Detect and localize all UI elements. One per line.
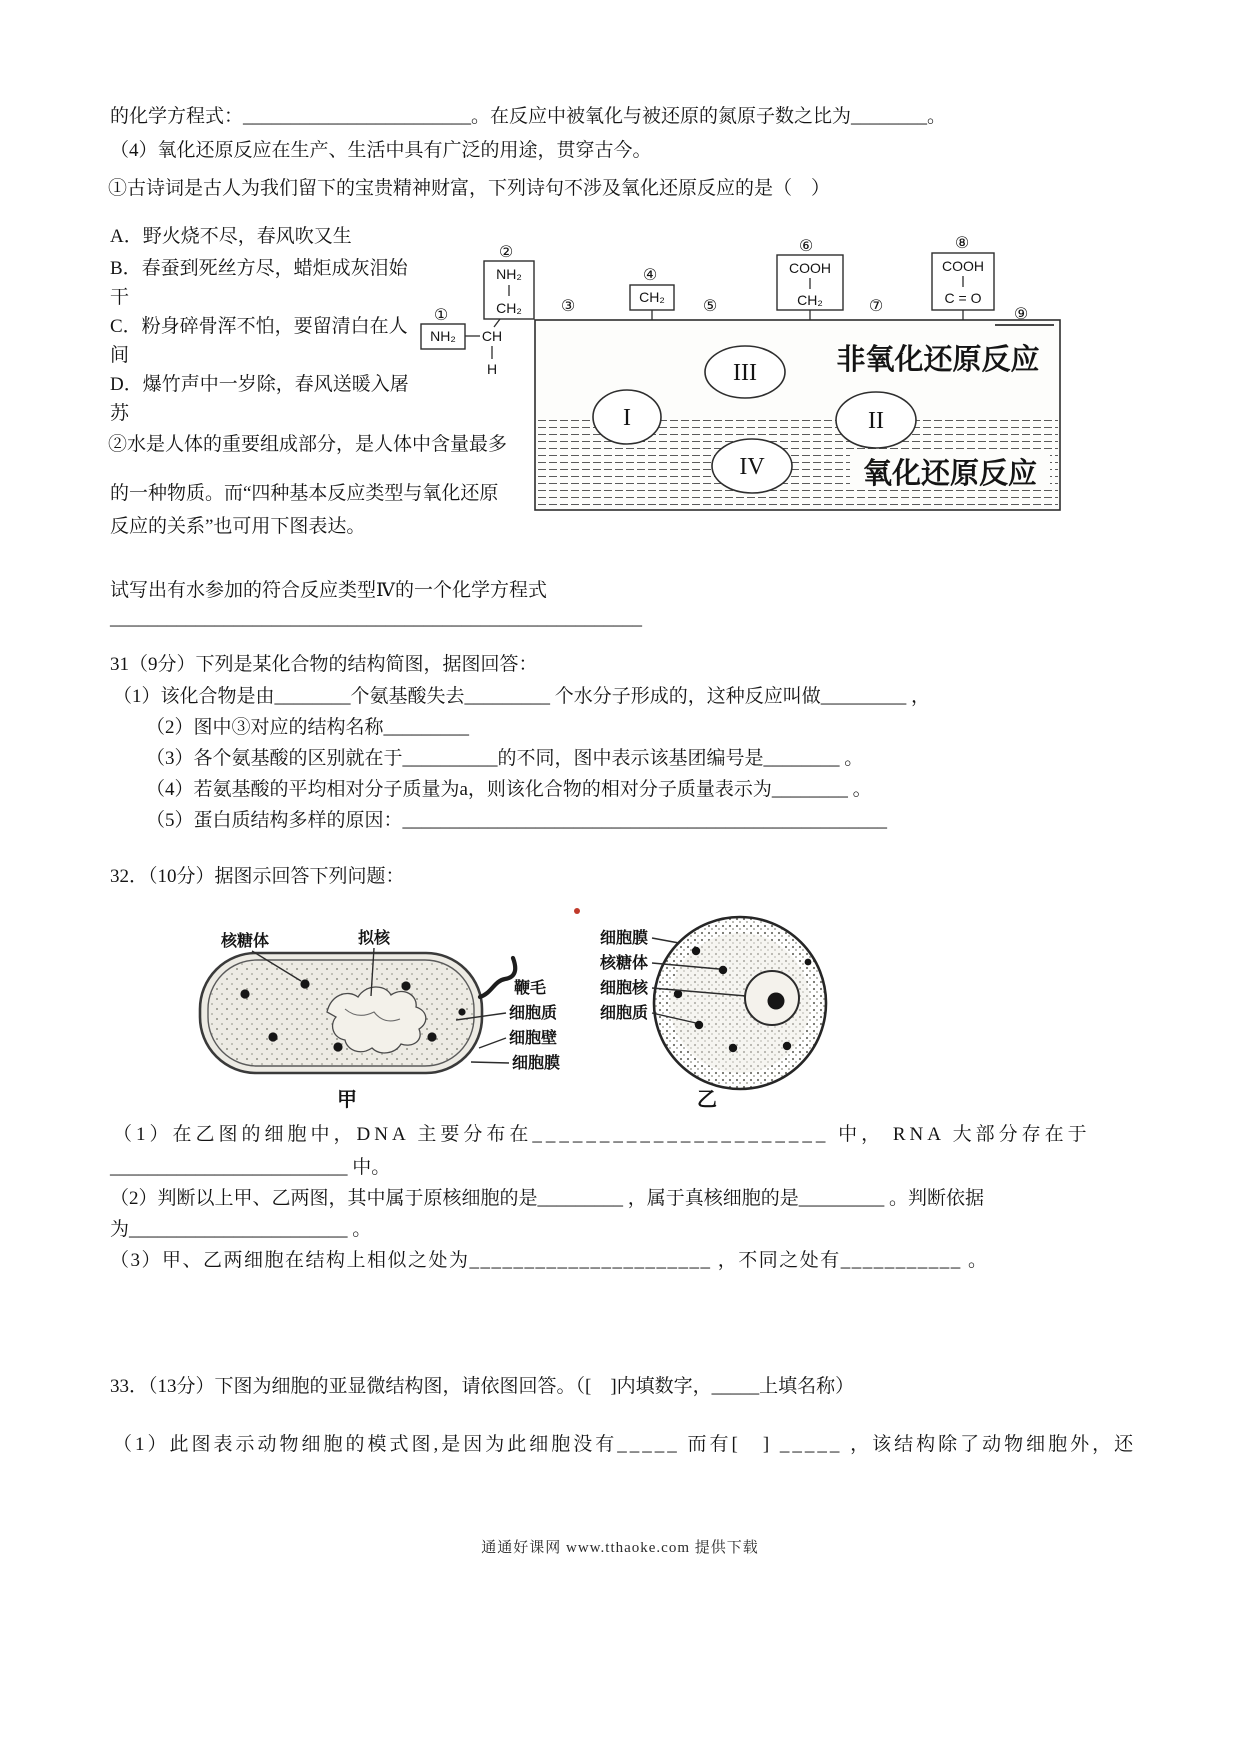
flagellum: [480, 958, 515, 997]
group-ch: CH: [481, 328, 503, 344]
circled-2: ②: [498, 244, 514, 261]
water-paragraph-line1: ②水是人体的重要组成部分，是人体中含量最多: [108, 434, 508, 455]
q32-item-3: （3）甲、乙两细胞在结构上相似之处为______________________ ，不同之处有___________ 。: [110, 1250, 989, 1271]
red-mark: [574, 908, 580, 914]
circled-1: ①: [433, 307, 449, 324]
group-ch2-4: CH₂: [639, 289, 665, 305]
set-II-label: II: [868, 408, 884, 434]
q31-item-1: （1）该化合物是由________个氨基酸失去_________ 个水分子形成的，这种反应叫做_________ ，: [113, 686, 931, 707]
q31-item-3: （3）各个氨基酸的区别就在于__________的不同，图中表示该基团编号是________ 。: [146, 748, 864, 769]
group-ch2-2: CH₂: [496, 300, 522, 316]
q32-item-2-line1: （2）判断以上甲、乙两图，其中属于原核细胞的是_________ ，属于真核细胞的是_________ 。判断依据: [110, 1188, 985, 1209]
water-paragraph-line2: 的一种物质。而“四种基本反应类型与氧化还原: [110, 483, 499, 504]
write-equation-blank: ________________________________________________________: [110, 608, 642, 629]
circled-6: ⑥: [798, 238, 814, 255]
reaction-types-diagram: [418, 228, 1140, 518]
chem-poem-question: ①古诗词是古人为我们留下的宝贵精神财富，下列诗句不涉及氧化还原反应的是（ ）: [108, 178, 831, 199]
venn-redox-diagram: [535, 320, 1060, 510]
jia-nucleoid-label: 拟核: [357, 930, 391, 947]
circled-5: ⑤: [702, 298, 718, 315]
q31-item-5: （5）蛋白质结构多样的原因：___________________________________________________: [146, 810, 888, 831]
jia-ribosome-label: 核糖体: [220, 933, 270, 950]
q32-title: 32．（10分）据图示回答下列问题：: [110, 866, 405, 887]
q31-title: 31（9分）下列是某化合物的结构简图，据图回答：: [110, 654, 538, 675]
set-I-label: I: [623, 405, 631, 431]
chem-q4-line: （4）氧化还原反应在生产、生活中具有广泛的用途，贯穿古今。: [110, 140, 652, 161]
q31-item-2: （2）图中③对应的结构名称_________: [146, 717, 470, 738]
circled-8: ⑧: [954, 235, 970, 252]
cells-comparison-diagram: [175, 896, 875, 1121]
q32-item-2-line2: 为_______________________ 。: [110, 1219, 372, 1240]
footer-text: 通通好课网 www.tthaoke.com 提供下载: [481, 1540, 759, 1556]
q33-title: 33．（13分）下图为细胞的亚显微结构图，请依图回答。（[ ]内填数字，_____上填名称）: [110, 1376, 855, 1397]
jia-cell-membrane-label: 细胞膜: [511, 1055, 561, 1072]
set-III-label: III: [733, 360, 757, 386]
circled-9: ⑨: [1013, 306, 1029, 323]
option-d: D．爆竹声中一岁除，春风送暖入屠苏: [110, 374, 409, 424]
option-c: C．粉身碎骨浑不怕，要留清白在人间: [110, 316, 408, 366]
yi-caption: 乙: [697, 1089, 717, 1111]
group-cooh-8: COOH: [942, 258, 984, 274]
chem-equation-line: 的化学方程式：________________________。在反应中被氧化与被还原的氮原子数之比为________。: [110, 106, 947, 127]
cell-jia: [200, 953, 515, 1073]
circled-4: ④: [642, 267, 658, 284]
group-nh2-1: NH₂: [430, 328, 456, 344]
jia-cytoplasm-label: 细胞质: [508, 1005, 558, 1022]
yi-cell-membrane-label: 细胞膜: [599, 930, 648, 947]
non-redox-region-label: 非氧化还原反应: [836, 344, 1040, 376]
jia-caption: 甲: [337, 1089, 357, 1111]
write-equation-prompt: 试写出有水参加的符合反应类型Ⅳ的一个化学方程式: [110, 580, 547, 601]
q33-item-1: （1）此图表示动物细胞的模式图,是因为此细胞没有_____ 而有[ ] _____ ，该结构除了动物细胞外，还: [113, 1434, 1137, 1455]
circled-7: ⑦: [868, 298, 884, 315]
yi-ribosome-label: 核糖体: [599, 955, 648, 972]
group-cooh-6: COOH: [789, 260, 831, 276]
group-co-8: C = O: [944, 290, 982, 306]
set-IV-label: IV: [739, 454, 765, 480]
group-ch2-6: CH₂: [797, 292, 823, 308]
jia-flagellum-label: 鞭毛: [513, 980, 547, 997]
circled-3: ③: [560, 298, 576, 315]
yi-nucleus-label: 细胞核: [599, 980, 648, 997]
option-a: A．野火烧不尽，春风吹又生: [110, 226, 352, 247]
q31-item-4: （4）若氨基酸的平均相对分子质量为a，则该化合物的相对分子质量表示为________ 。: [146, 779, 872, 800]
q32-item-1-line2: _________________________ 中。: [110, 1157, 391, 1178]
water-paragraph-line3: 反应的关系”也可用下图表达。: [110, 516, 366, 537]
cell-yi: [654, 917, 826, 1089]
yi-nucleolus: [768, 993, 785, 1010]
jia-cell-wall-label: 细胞壁: [508, 1030, 558, 1047]
option-b: B．春蚕到死丝方尽，蜡炬成灰泪始干: [110, 258, 408, 308]
q32-item-1-line1: （1）在乙图的细胞中，DNA 主要分布在______________________ 中， RNA 大部分存在于: [113, 1124, 1091, 1145]
redox-region-label: 氧化还原反应: [862, 458, 1038, 490]
yi-cytoplasm-label: 细胞质: [599, 1005, 648, 1022]
group-nh2-2: NH₂: [496, 266, 522, 282]
group-h: H: [486, 361, 498, 377]
